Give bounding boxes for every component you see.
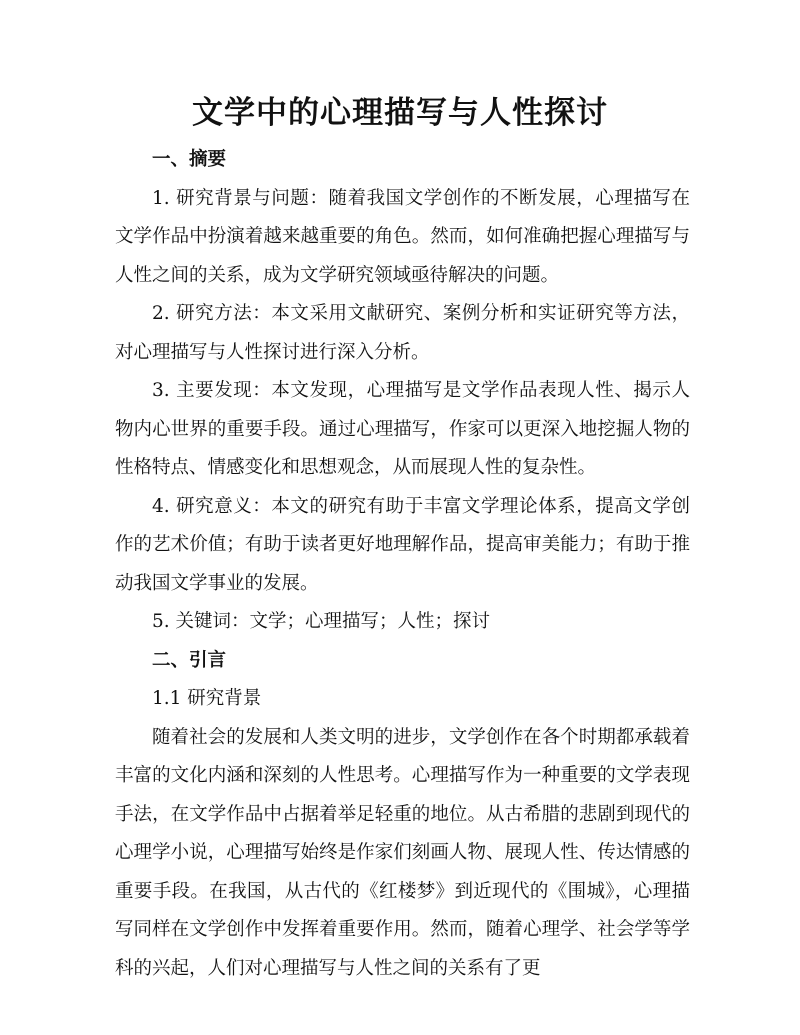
document-title: 文学中的心理描写与人性探讨 <box>192 95 608 131</box>
document-body <box>115 141 690 988</box>
abstract-item-background: 1. 研究背景与问题：随着我国文学创作的不断发展，心理描写在文学作品中扮演着越来越重要的角色。然而，如何准确把握心理描写与人性之间的关系，成为文学研究领域亟待解决的问题。 <box>115 187 690 286</box>
abstract-item-method: 2. 研究方法：本文采用文献研究、案例分析和实证研究等方法，对心理描写与人性探讨进行深入分析。 <box>115 303 690 363</box>
intro-heading: 二、引言 <box>152 649 227 671</box>
intro-subheading: 1.1 研究背景 <box>152 688 262 709</box>
intro-paragraph: 随着社会的发展和人类文明的进步，文学创作在各个时期都承载着丰富的文化内涵和深刻的人性思考。心理描写作为一种重要的文学表现手法，在文学作品中占据着举足轻重的地位。从古希腊的悲剧到现代的心理学小说，心理描写始终是作家们刻画人物、展现人性、传达情感的重要手段。在我国，从古代的《红楼梦》到近现代的《围城》，心理描写同样在文学创作中发挥着重要作用。然而，随着心理学、社会学等学科的兴起，人们对心理描写与人性之间的关系有了更 <box>115 726 690 979</box>
abstract-item-keywords: 5. 关键词：文学；心理描写；人性；探讨 <box>152 611 491 632</box>
abstract-heading: 一、摘要 <box>152 149 227 170</box>
abstract-item-findings: 3. 主要发现：本文发现，心理描写是文学作品表现人性、揭示人物内心世界的重要手段。通过心理描写，作家可以更深入地挖掘人物的性格特点、情感变化和思想观念，从而展现人性的复杂性。 <box>115 380 690 478</box>
abstract-item-significance: 4. 研究意义：本文的研究有助于丰富文学理论体系，提高文学创作的艺术价值；有助于读者更好地理解作品，提高审美能力；有助于推动我国文学事业的发展。 <box>115 495 690 594</box>
